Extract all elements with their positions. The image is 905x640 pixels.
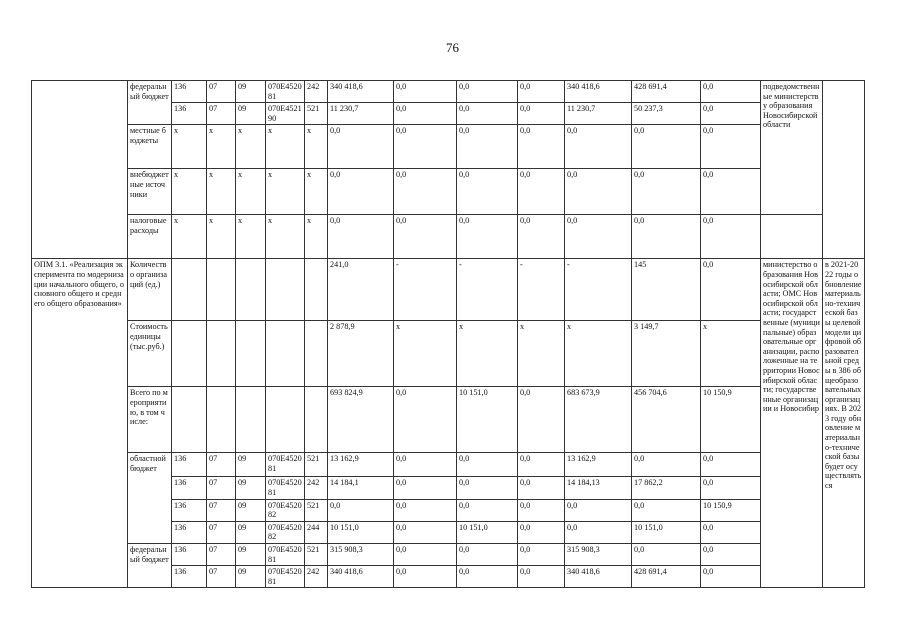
- value-cell: 10 151,0: [457, 521, 518, 543]
- code-cell-pr: 09: [236, 477, 266, 499]
- code-cell-pr: 09: [236, 103, 266, 125]
- value-cell: x: [457, 321, 518, 387]
- value-cell: 0,0: [394, 521, 457, 543]
- code-cell-vr: 521: [305, 103, 328, 125]
- code-cell-g: x: [172, 215, 207, 259]
- event-title: ОПМ 3.1. «Реализация эксперимента по модернизации начального общего, основного общего и среднего общего образования»: [32, 259, 128, 588]
- value-cell: 0,0: [394, 499, 457, 521]
- indicator-label: Стоимость единицы (тыс.руб.): [128, 321, 172, 387]
- value-cell: 0,0: [701, 259, 761, 321]
- value-cell: 0,0: [394, 387, 457, 453]
- executor-cell-empty: [761, 215, 823, 259]
- code-cell-pr: 09: [236, 499, 266, 521]
- code-cell-pr: 09: [236, 81, 266, 103]
- value-cell: 3 149,7: [632, 321, 701, 387]
- table-row: [32, 543, 865, 565]
- page-number: 76: [446, 40, 459, 55]
- code-cell-pr: 09: [236, 453, 266, 477]
- value-cell: 0,0: [518, 543, 565, 565]
- code-cell-rz: 07: [207, 543, 236, 565]
- code-cell-empty: [207, 321, 236, 387]
- value-cell: 11 230,7: [328, 103, 394, 125]
- code-cell-csr: x: [266, 169, 305, 215]
- value-cell: 14 184,1: [328, 477, 394, 499]
- code-cell-vr: 521: [305, 453, 328, 477]
- code-cell-empty: [236, 387, 266, 453]
- code-cell-pr: 09: [236, 521, 266, 543]
- value-cell: 0,0: [457, 103, 518, 125]
- code-cell-g: 136: [172, 103, 207, 125]
- value-cell: 10 151,0: [328, 521, 394, 543]
- value-cell: 0,0: [565, 125, 632, 169]
- value-cell: 693 824,9: [328, 387, 394, 453]
- table-row: [32, 215, 865, 259]
- value-cell: 0,0: [394, 453, 457, 477]
- value-cell: 428 691,4: [632, 81, 701, 103]
- result-cell-empty: [823, 81, 865, 259]
- code-cell-rz: 07: [207, 477, 236, 499]
- value-cell: 0,0: [701, 477, 761, 499]
- code-cell-vr: 242: [305, 566, 328, 588]
- executor-cell: министерство образования Новосибирской области; ОМС Новосибирской области; государственные (муниципальные) образовательные организации, расположенные на территории Новосибирской области; государственные организации и Новосибир: [761, 259, 823, 588]
- value-cell: 340 418,6: [328, 81, 394, 103]
- code-cell-csr: 070E452190: [266, 103, 305, 125]
- value-cell: 0,0: [518, 125, 565, 169]
- code-cell-csr: 070E452081: [266, 566, 305, 588]
- code-cell-pr: 09: [236, 566, 266, 588]
- value-cell: 0,0: [632, 125, 701, 169]
- value-cell: 0,0: [518, 453, 565, 477]
- code-cell-empty: [266, 259, 305, 321]
- value-cell: 0,0: [394, 125, 457, 169]
- value-cell: 340 418,6: [565, 566, 632, 588]
- funding-source: федеральный бюджет: [128, 81, 172, 125]
- value-cell: 0,0: [632, 215, 701, 259]
- table-row: [32, 453, 865, 477]
- value-cell: 428 691,4: [632, 566, 701, 588]
- value-cell: 145: [632, 259, 701, 321]
- value-cell: 11 230,7: [565, 103, 632, 125]
- code-cell-vr: 242: [305, 477, 328, 499]
- code-cell-empty: [207, 259, 236, 321]
- code-cell-vr: 242: [305, 81, 328, 103]
- table-row: [32, 125, 865, 169]
- value-cell: 14 184,13: [565, 477, 632, 499]
- value-cell: -: [518, 259, 565, 321]
- value-cell: 0,0: [632, 499, 701, 521]
- value-cell: 0,0: [701, 543, 761, 565]
- value-cell: 2 878,9: [328, 321, 394, 387]
- value-cell: 0,0: [518, 566, 565, 588]
- value-cell: 0,0: [394, 103, 457, 125]
- value-cell: 0,0: [632, 543, 701, 565]
- value-cell: 0,0: [701, 169, 761, 215]
- code-cell-empty: [207, 387, 236, 453]
- value-cell: 315 908,3: [328, 543, 394, 565]
- value-cell: 0,0: [518, 387, 565, 453]
- value-cell: 340 418,6: [565, 81, 632, 103]
- code-cell-vr: x: [305, 169, 328, 215]
- code-cell-csr: 070E452081: [266, 477, 305, 499]
- value-cell: 10 150,9: [701, 387, 761, 453]
- value-cell: 0,0: [565, 521, 632, 543]
- code-cell-csr: 070E452081: [266, 543, 305, 565]
- value-cell: 683 673,9: [565, 387, 632, 453]
- code-cell-empty: [172, 387, 207, 453]
- code-cell-g: 136: [172, 499, 207, 521]
- code-cell-csr: x: [266, 215, 305, 259]
- value-cell: 0,0: [394, 566, 457, 588]
- code-cell-empty: [266, 387, 305, 453]
- code-cell-csr: 070E452081: [266, 453, 305, 477]
- code-cell-pr: x: [236, 125, 266, 169]
- code-cell-empty: [305, 259, 328, 321]
- indicator-label: Количество организаций (ед.): [128, 259, 172, 321]
- value-cell: 0,0: [457, 543, 518, 565]
- code-cell-rz: 07: [207, 81, 236, 103]
- value-cell: 0,0: [565, 215, 632, 259]
- budget-table: [31, 80, 865, 588]
- code-cell-rz: x: [207, 215, 236, 259]
- code-cell-vr: x: [305, 215, 328, 259]
- code-cell-g: x: [172, 125, 207, 169]
- code-cell-g: 136: [172, 521, 207, 543]
- code-cell-csr: x: [266, 125, 305, 169]
- value-cell: 17 862,2: [632, 477, 701, 499]
- value-cell: 0,0: [394, 477, 457, 499]
- value-cell: 0,0: [394, 81, 457, 103]
- value-cell: 0,0: [518, 521, 565, 543]
- value-cell: x: [518, 321, 565, 387]
- code-cell-csr: 070E452081: [266, 81, 305, 103]
- value-cell: 0,0: [457, 499, 518, 521]
- value-cell: 0,0: [394, 169, 457, 215]
- code-cell-pr: 09: [236, 543, 266, 565]
- code-cell-empty: [236, 259, 266, 321]
- code-cell-csr: 070E452082: [266, 521, 305, 543]
- value-cell: 241,0: [328, 259, 394, 321]
- value-cell: 0,0: [565, 169, 632, 215]
- value-cell: -: [394, 259, 457, 321]
- value-cell: 0,0: [394, 543, 457, 565]
- value-cell: 13 162,9: [328, 453, 394, 477]
- value-cell: 0,0: [518, 477, 565, 499]
- value-cell: 0,0: [457, 125, 518, 169]
- funding-source: налоговые расходы: [128, 215, 172, 259]
- value-cell: 10 150,9: [701, 499, 761, 521]
- value-cell: 0,0: [328, 499, 394, 521]
- table-row: [32, 169, 865, 215]
- code-cell-g: 136: [172, 453, 207, 477]
- value-cell: -: [565, 259, 632, 321]
- table-row: [32, 81, 865, 103]
- code-cell-rz: x: [207, 169, 236, 215]
- code-cell-empty: [305, 321, 328, 387]
- value-cell: 13 162,9: [565, 453, 632, 477]
- value-cell: 0,0: [518, 499, 565, 521]
- value-cell: 0,0: [457, 477, 518, 499]
- value-cell: 0,0: [701, 125, 761, 169]
- value-cell: x: [394, 321, 457, 387]
- code-cell-empty: [266, 321, 305, 387]
- value-cell: 0,0: [394, 215, 457, 259]
- funding-source: внебюджетные источники: [128, 169, 172, 215]
- code-cell-g: 136: [172, 543, 207, 565]
- value-cell: 0,0: [701, 215, 761, 259]
- value-cell: 0,0: [328, 169, 394, 215]
- value-cell: 0,0: [518, 169, 565, 215]
- funding-source: местные бюджеты: [128, 125, 172, 169]
- value-cell: 0,0: [632, 453, 701, 477]
- value-cell: 0,0: [565, 499, 632, 521]
- value-cell: 0,0: [632, 169, 701, 215]
- value-cell: 0,0: [457, 169, 518, 215]
- code-cell-g: 136: [172, 81, 207, 103]
- event-name-cell-empty: [32, 81, 128, 259]
- code-cell-empty: [305, 387, 328, 453]
- code-cell-g: 136: [172, 566, 207, 588]
- table-row: [32, 321, 865, 387]
- value-cell: 0,0: [457, 81, 518, 103]
- value-cell: 50 237,3: [632, 103, 701, 125]
- value-cell: 0,0: [701, 566, 761, 588]
- code-cell-rz: 07: [207, 103, 236, 125]
- code-cell-rz: x: [207, 125, 236, 169]
- code-cell-rz: 07: [207, 521, 236, 543]
- result-cell: в 2021-2022 годы обновление материально-технической базы целевой модели цифровой образовательной среды в 386 общеобразовательных организациях. В 2023 году обновление материально-технической базы будет осуществляться: [823, 259, 865, 588]
- code-cell-vr: 521: [305, 543, 328, 565]
- funding-source: областной бюджет: [128, 453, 172, 544]
- value-cell: 0,0: [457, 215, 518, 259]
- value-cell: 0,0: [701, 521, 761, 543]
- code-cell-vr: x: [305, 125, 328, 169]
- value-cell: 0,0: [701, 453, 761, 477]
- code-cell-vr: 244: [305, 521, 328, 543]
- code-cell-pr: x: [236, 215, 266, 259]
- code-cell-rz: 07: [207, 566, 236, 588]
- value-cell: 0,0: [701, 103, 761, 125]
- code-cell-g: 136: [172, 477, 207, 499]
- value-cell: 0,0: [328, 215, 394, 259]
- code-cell-rz: 07: [207, 499, 236, 521]
- value-cell: 0,0: [518, 103, 565, 125]
- indicator-label: Всего по мероприятию, в том числе:: [128, 387, 172, 453]
- value-cell: -: [457, 259, 518, 321]
- value-cell: 315 908,3: [565, 543, 632, 565]
- code-cell-rz: 07: [207, 453, 236, 477]
- executor-cell: подведомственные министерству образования Новосибирской области: [761, 81, 823, 215]
- value-cell: 0,0: [518, 81, 565, 103]
- value-cell: 0,0: [518, 215, 565, 259]
- funding-source: федеральный бюджет: [128, 543, 172, 587]
- code-cell-empty: [172, 259, 207, 321]
- code-cell-pr: x: [236, 169, 266, 215]
- code-cell-vr: 521: [305, 499, 328, 521]
- value-cell: x: [701, 321, 761, 387]
- value-cell: 10 151,0: [457, 387, 518, 453]
- value-cell: 0,0: [457, 566, 518, 588]
- value-cell: 0,0: [457, 453, 518, 477]
- value-cell: x: [565, 321, 632, 387]
- value-cell: 10 151,0: [632, 521, 701, 543]
- code-cell-g: x: [172, 169, 207, 215]
- code-cell-empty: [172, 321, 207, 387]
- value-cell: 0,0: [701, 81, 761, 103]
- table-row: [32, 387, 865, 453]
- table-row: [32, 259, 865, 321]
- code-cell-csr: 070E452082: [266, 499, 305, 521]
- code-cell-empty: [236, 321, 266, 387]
- value-cell: 340 418,6: [328, 566, 394, 588]
- value-cell: 456 704,6: [632, 387, 701, 453]
- value-cell: 0,0: [328, 125, 394, 169]
